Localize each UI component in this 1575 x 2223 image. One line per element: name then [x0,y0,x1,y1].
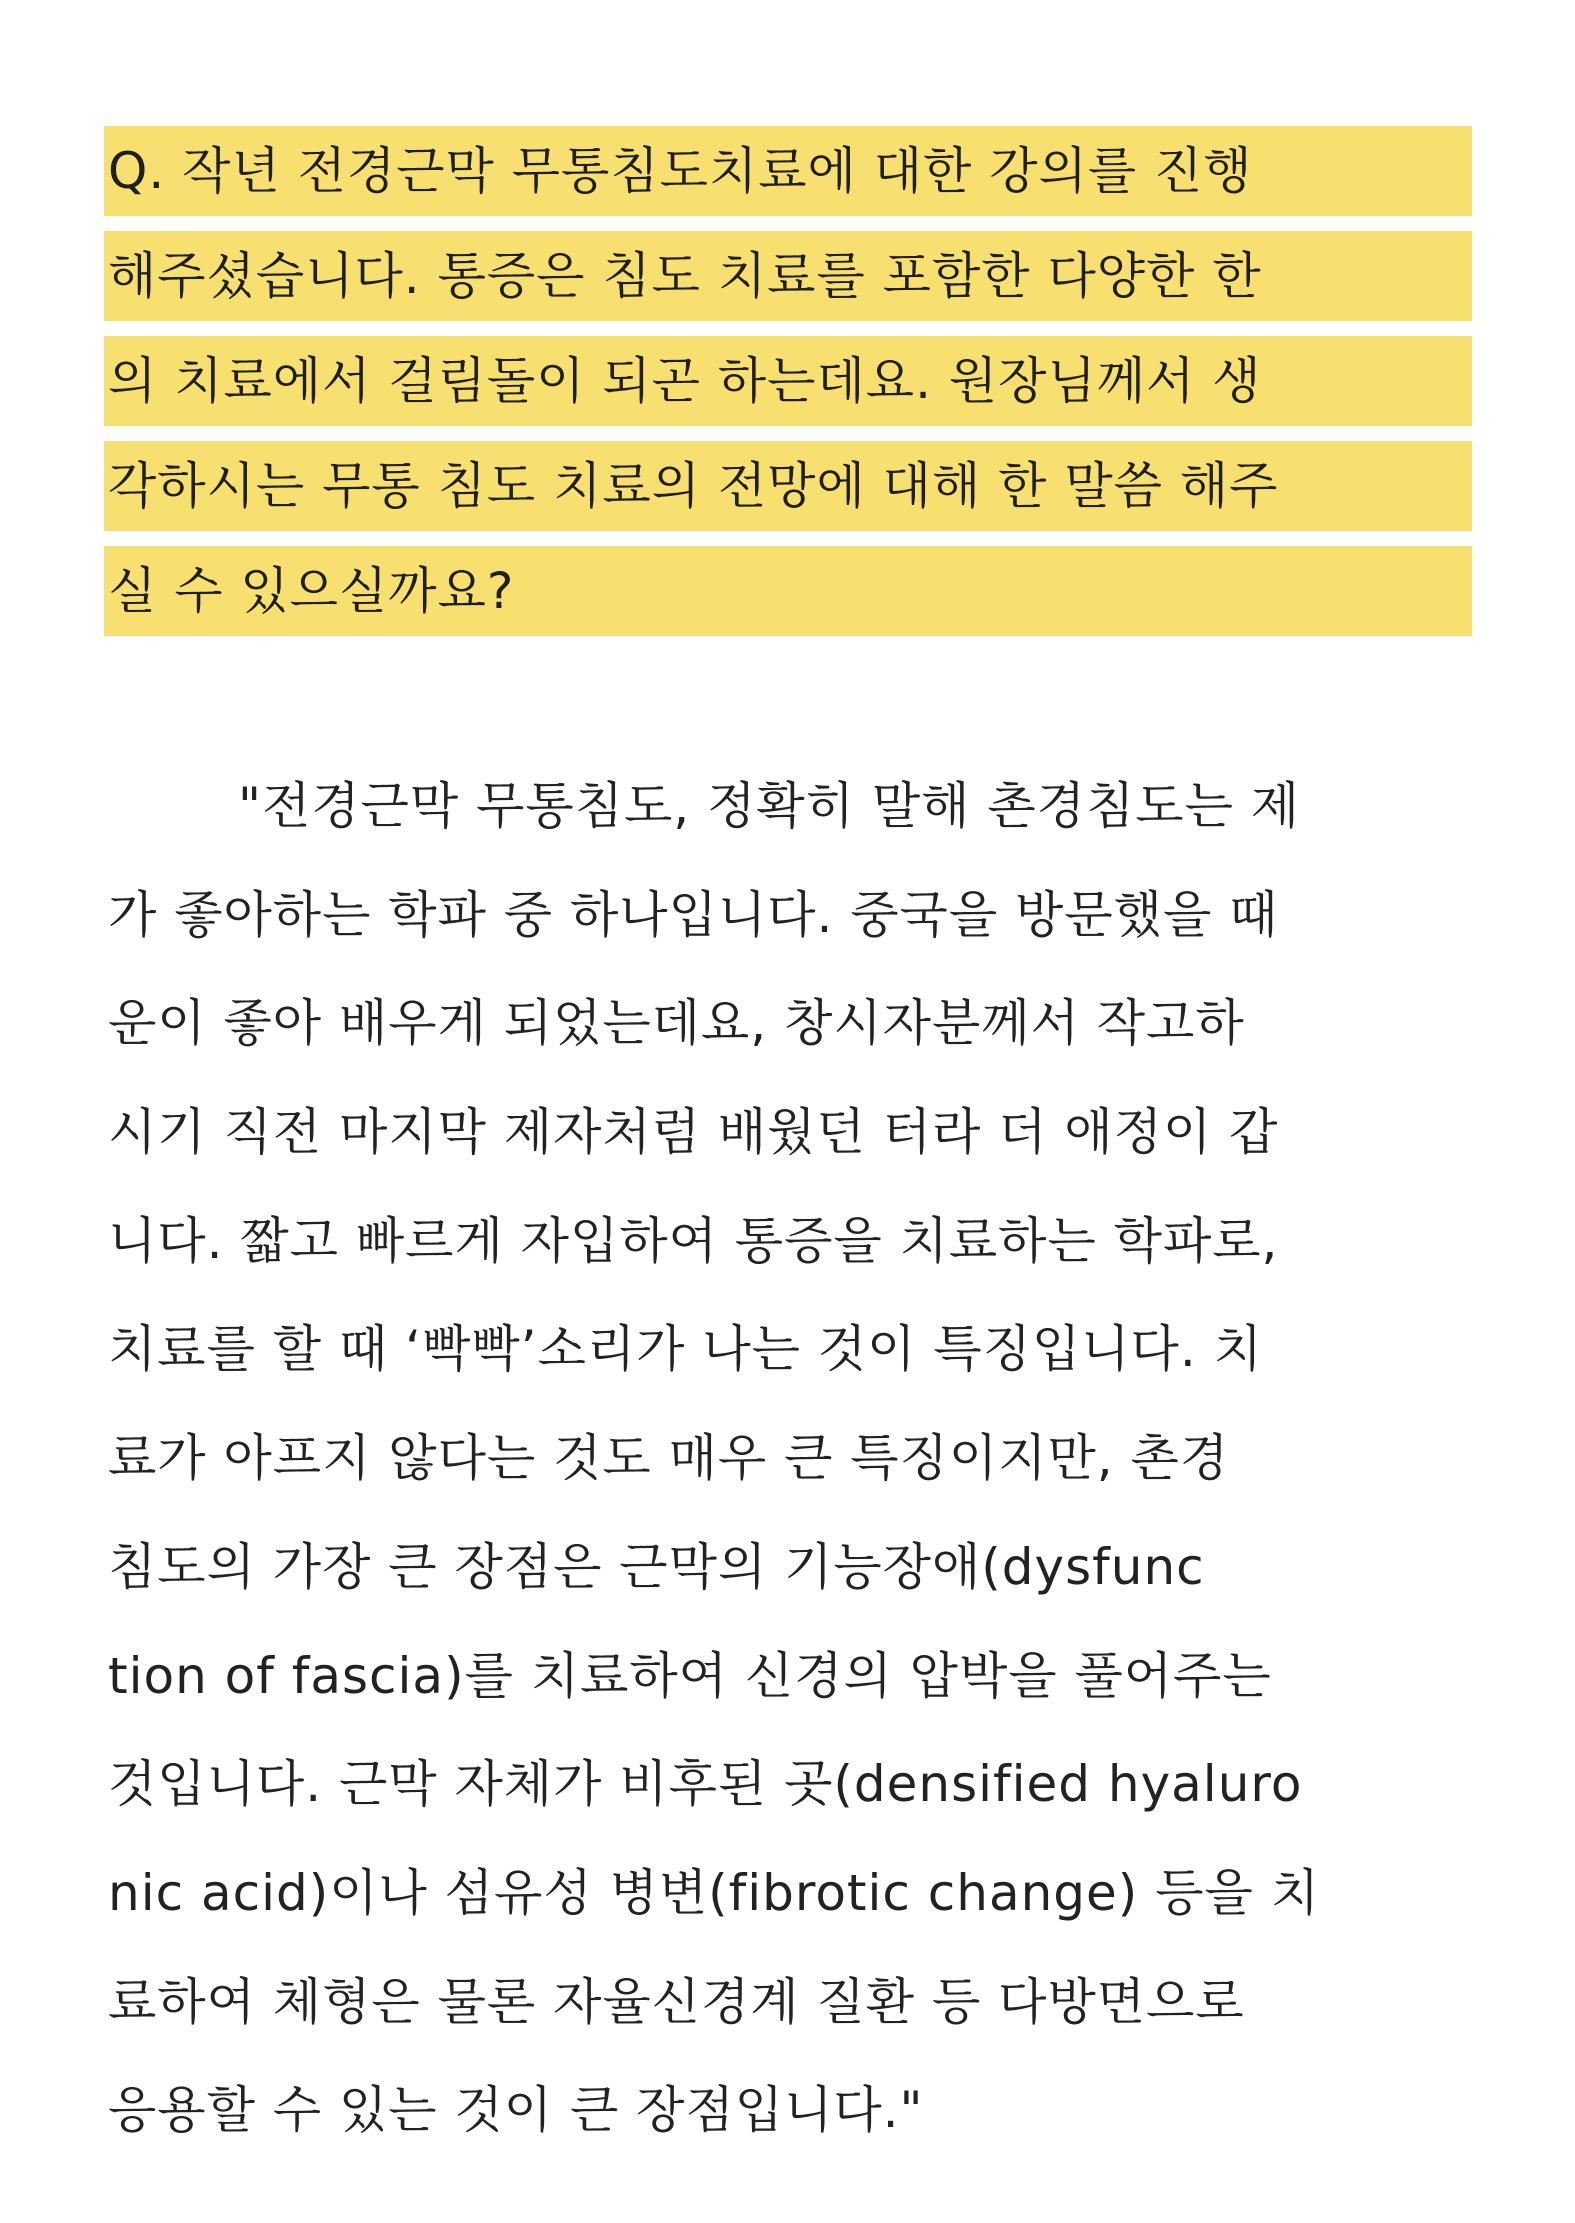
question-line: Q. 작년 전경근막 무통침도치료에 대한 강의를 진행 [104,126,1472,216]
question-line: 의 치료에서 걸림돌이 되곤 하는데요. 원장님께서 생 [104,336,1472,426]
answer-line: 가 좋아하는 학파 중 하나입니다. 중국을 방문했을 때 [108,885,1279,944]
answer-line: 침도의 가장 큰 장점은 근막의 기능장애(dysfunc [108,1537,1205,1596]
question-line: 실 수 있으실까요? [104,546,1472,636]
answer-line: 니다. 짧고 빠르게 자입하여 통증을 치료하는 학파로, [108,1211,1279,1270]
answer-line: 것입니다. 근막 자체가 비후된 곳(densified hyaluro [108,1755,1303,1814]
question-block [104,126,1472,651]
answer-line: nic acid)이나 섬유성 병변(fibrotic change) 등을 치 [108,1863,1320,1922]
answer-line: "전경근막 무통침도, 정확히 말해 촌경침도는 제 [238,777,1301,835]
answer-line: 치료를 할 때 ‘빡빡’소리가 나는 것이 특징입니다. 치 [108,1320,1263,1379]
answer-line: 운이 좋아 배우게 되었는데요, 창시자분께서 작고하 [108,994,1245,1053]
question-line: 해주셨습니다. 통증은 침도 치료를 포함한 다양한 한 [104,231,1472,321]
answer-line: 료하여 체형은 물론 자율신경계 질환 등 다방면으로 [108,1972,1245,2031]
answer-line: 응용할 수 있는 것이 큰 장점입니다." [108,2081,924,2140]
question-line: 각하시는 무통 침도 치료의 전망에 대해 한 말씀 해주 [104,441,1472,531]
answer-block [108,752,1468,2165]
answer-line: 료가 아프지 않다는 것도 매우 큰 특징이지만, 촌경 [108,1429,1230,1488]
answer-line: 시기 직전 마지막 제자처럼 배웠던 터라 더 애정이 갑 [108,1103,1279,1162]
answer-line: tion of fascia)를 치료하여 신경의 압박을 풀어주는 [108,1646,1272,1705]
